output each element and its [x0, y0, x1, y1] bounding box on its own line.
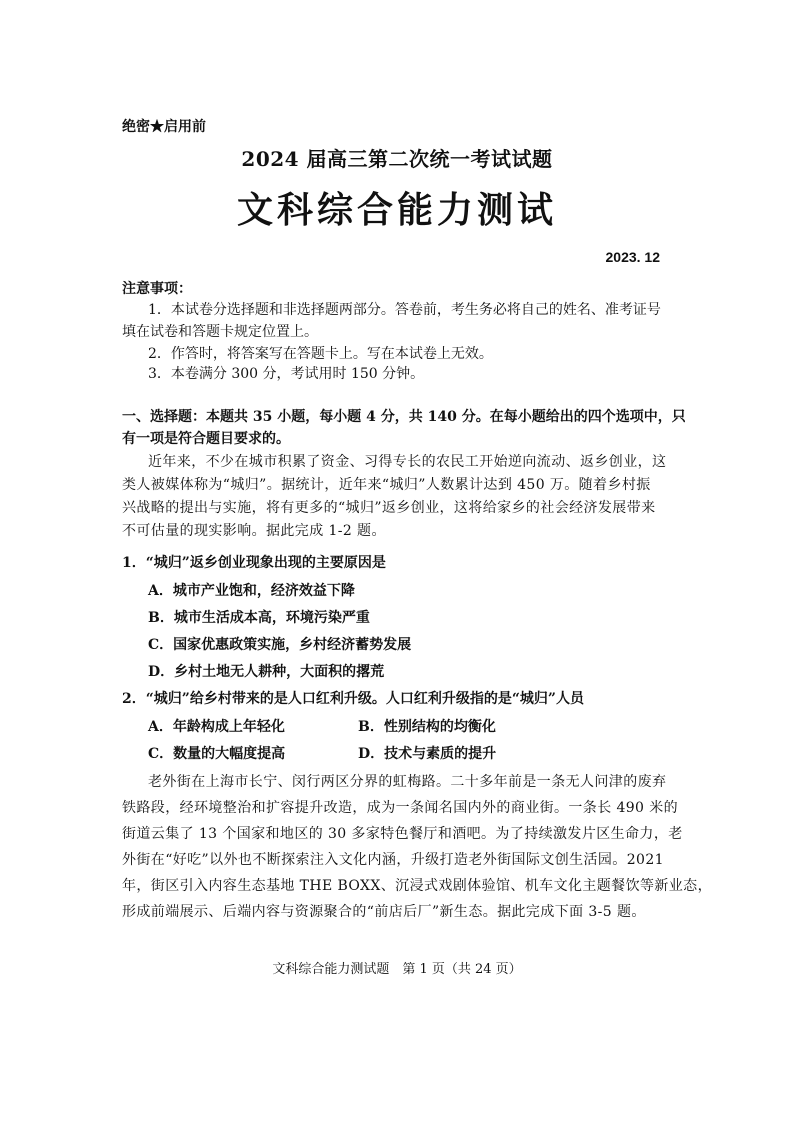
notice-item-1-line-1: 1．本试卷分选择题和非选择题两部分。答卷前，考生务必将自己的姓名、准考证号 — [148, 302, 661, 318]
section-heading-line-1: 一、选择题：本题共 35 小题，每小题 4 分，共 140 分。在每小题给出的四个选项中，只 — [122, 409, 686, 425]
passage1-line: 不可估量的现实影响。据此完成 1-2 题。 — [122, 523, 386, 539]
question-2-option-a: A．年龄构成上年轻化 — [148, 719, 285, 735]
passage1-line: 类人被媒体称为“城归”。据统计，近年来“城归”人数累计达到 450 万。随着乡村振 — [122, 477, 651, 493]
page-footer: 文科综合能力测试题 第 1 页（共 24 页） — [272, 962, 522, 977]
secret-label: 绝密★启用前 — [122, 119, 206, 135]
exam-title: 2024 届高三第二次统一考试试题 — [241, 147, 553, 171]
subject-title: 文科综合能力测试 — [236, 189, 557, 231]
notice-item-1-line-2: 填在试卷和答题卡规定位置上。 — [122, 324, 318, 340]
passage1-line: 兴战略的提出与实施，将有更多的“城归”返乡创业，这将给家乡的社会经济发展带来 — [122, 500, 656, 516]
question-2-stem: 2．“城归”给乡村带来的是人口红利升级。人口红利升级指的是“城归”人员 — [122, 691, 584, 707]
question-1-stem: 1．“城归”返乡创业现象出现的主要原因是 — [122, 555, 386, 571]
passage2-line: 老外街在上海市长宁、闵行两区分界的虹梅路。二十多年前是一条无人问津的废弃 — [148, 774, 667, 790]
question-1-option-a: A．城市产业饱和，经济效益下降 — [148, 583, 355, 599]
question-1-option-b: B．城市生活成本高，环境污染严重 — [148, 610, 370, 626]
question-1-option-c: C．国家优惠政策实施，乡村经济蓄势发展 — [148, 637, 412, 653]
question-2-option-c: C．数量的大幅度提高 — [148, 746, 286, 762]
section-heading-line-2: 有一项是符合题目要求的。 — [122, 431, 290, 447]
passage2-line: 街道云集了 13 个国家和地区的 30 多家特色餐厅和酒吧。为了持续激发片区生命力，老 — [122, 826, 683, 842]
passage2-line: 年，街区引入内容生态基地 THE BOXX、沉浸式戏剧体验馆、机车文化主题餐饮等新业态， — [122, 878, 712, 894]
passage2-line: 外街在“好吃”以外也不断探索注入文化内涵，升级打造老外街国际文创生活园。2021 — [122, 852, 664, 868]
notice-heading: 注意事项： — [122, 281, 192, 297]
question-1-option-d: D．乡村土地无人耕种，大面积的撂荒 — [148, 664, 385, 680]
notice-item-3: 3．本卷满分 300 分，考试用时 150 分钟。 — [148, 366, 425, 382]
notice-item-2: 2．作答时，将答案写在答题卡上。写在本试卷上无效。 — [148, 346, 493, 362]
passage1-line: 近年来，不少在城市积累了资金、习得专长的农民工开始逆向流动、返乡创业，这 — [148, 454, 667, 470]
passage2-line: 铁路段，经环境整治和扩容提升改造，成为一条闻名国内外的商业街。一条长 490 米的 — [122, 800, 679, 816]
passage2-line: 形成前端展示、后端内容与资源聚合的“前店后厂”新生态。据此完成下面 3-5 题。 — [122, 904, 646, 920]
exam-date: 2023. 12 — [605, 249, 660, 265]
question-2-option-b: B．性别结构的均衡化 — [358, 719, 496, 735]
question-2-option-d: D．技术与素质的提升 — [358, 746, 497, 762]
